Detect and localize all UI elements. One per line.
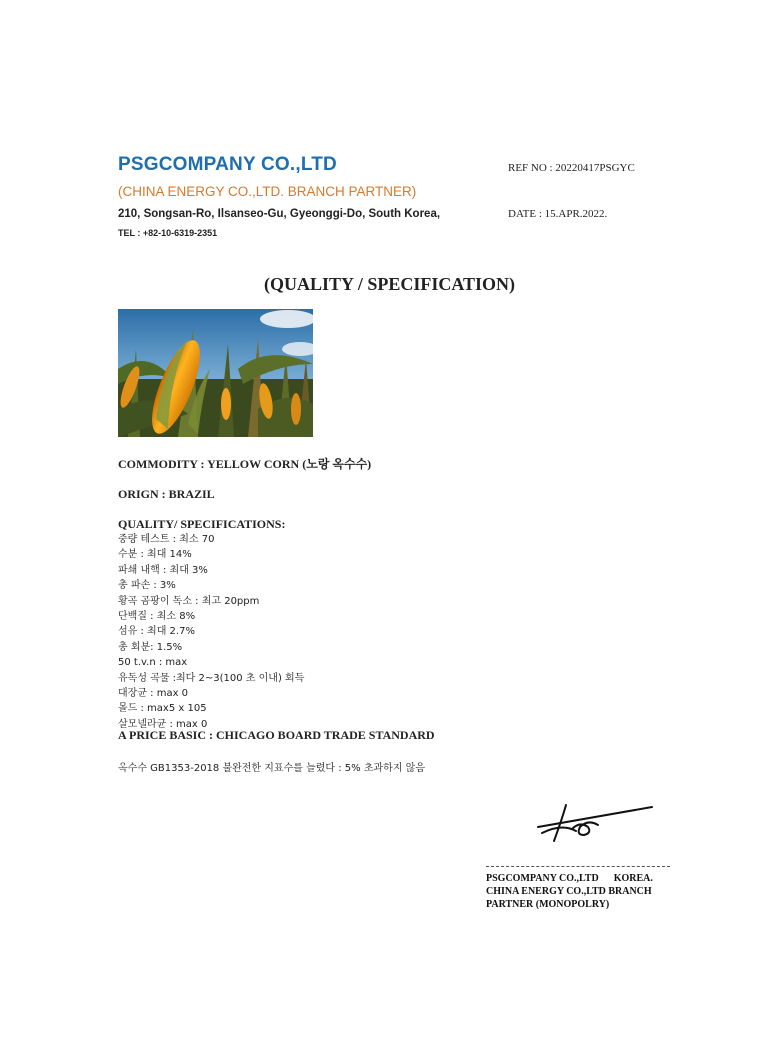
company-telephone: TEL : +82-10-6319-2351 bbox=[118, 228, 218, 238]
company-address: 210, Songsan-Ro, Ilsanseo-Gu, Gyeonggi-Do, South Korea, bbox=[118, 208, 441, 220]
commodity-line: COMMODITY : YELLOW CORN (노랑 옥수수) bbox=[118, 457, 372, 471]
corn-photo bbox=[118, 309, 313, 437]
reference-number: REF NO : 20220417PSGYC bbox=[508, 162, 635, 174]
spec-item: 파쇄 내핵 : 최대 3% bbox=[118, 564, 208, 576]
origin-line: ORIGN : BRAZIL bbox=[118, 487, 215, 501]
signatory-company: PSGCOMPANY CO.,LTD KOREA. bbox=[486, 873, 653, 884]
spec-item: 총 파손 : 3% bbox=[118, 580, 176, 592]
company-name: PSGCOMPANY CO.,LTD bbox=[118, 154, 337, 175]
document-date: DATE : 15.APR.2022. bbox=[508, 208, 608, 220]
specifications-list bbox=[118, 532, 304, 732]
spec-item: 대장균 : max 0 bbox=[118, 688, 189, 700]
spec-item: 중량 테스트 : 최소 70 bbox=[118, 534, 215, 545]
spec-item: 몰드 : max5 x 105 bbox=[118, 703, 207, 715]
signature bbox=[532, 797, 662, 849]
signatory-block bbox=[486, 872, 653, 911]
signature-line bbox=[486, 866, 670, 867]
branch-partner: (CHINA ENERGY CO.,LTD. BRANCH PARTNER) bbox=[118, 184, 417, 199]
price-basis: A PRICE BASIC : CHICAGO BOARD TRADE STANDARD bbox=[118, 728, 435, 742]
standard-note: 옥수수 GB1353-2018 불완전한 지표수를 늘렸다 : 5% 초과하지 않음 bbox=[118, 763, 425, 774]
spec-item: 수분 : 최대 14% bbox=[118, 549, 192, 561]
spec-item: 살모넬라균 : max 0 bbox=[118, 718, 208, 730]
spec-item: 섬유 : 최대 2.7% bbox=[118, 626, 195, 638]
spec-item: 50 t.v.n : max bbox=[118, 657, 188, 669]
spec-item: 단백질 : 최소 8% bbox=[118, 611, 196, 623]
spec-item: 유독성 곡물 :최다 2~3(100 초 이내) 회득 bbox=[118, 672, 305, 684]
signatory-partner: PARTNER (MONOPOLRY) bbox=[486, 899, 610, 910]
signatory-branch: CHINA ENERGY CO.,LTD BRANCH bbox=[486, 886, 652, 897]
specifications-heading: QUALITY/ SPECIFICATIONS: bbox=[118, 517, 286, 531]
spec-item: 총 회분: 1.5% bbox=[118, 641, 183, 653]
spec-item: 황곡 곰팡이 독소 : 최고 20ppm bbox=[118, 595, 260, 607]
document-title: (QUALITY / SPECIFICATION) bbox=[263, 274, 516, 294]
